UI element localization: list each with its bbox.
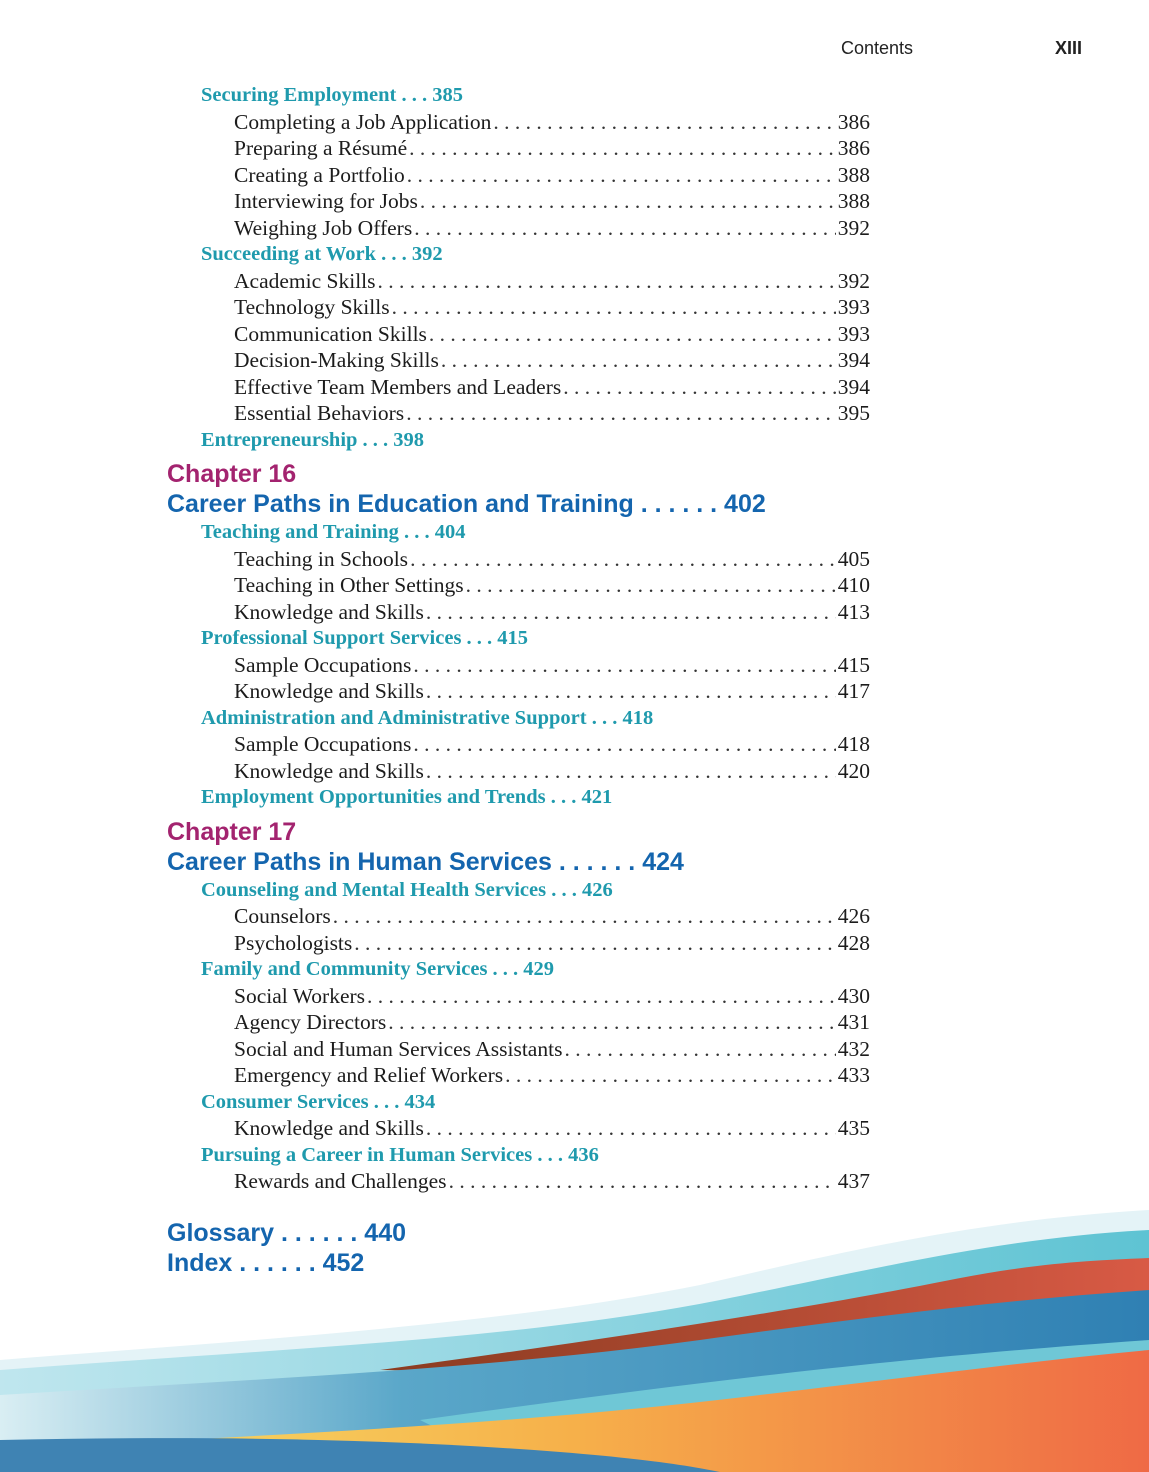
toc-entry-title: Effective Team Members and Leaders: [234, 374, 562, 399]
dot-leader: [426, 758, 836, 785]
dot-leader: [354, 930, 835, 957]
toc-entry-title: Emergency and Relief Workers: [234, 1063, 504, 1087]
dot-leader: [493, 109, 835, 136]
dot-leader: [426, 678, 836, 705]
toc-entry-title: Sample Occupations: [234, 732, 412, 756]
toc-entry[interactable]: [234, 1062, 870, 1089]
dot-leader: [406, 400, 836, 427]
dot-leader: [429, 321, 836, 348]
dot-leader: [441, 347, 836, 374]
toc-entry-page: 393: [837, 295, 870, 319]
toc-entry[interactable]: [234, 983, 870, 1010]
toc-entry[interactable]: [234, 1115, 870, 1142]
toc-entry-page: 386: [837, 136, 870, 160]
toc-entry-title: Agency Directors: [234, 1010, 387, 1034]
toc-entry[interactable]: [234, 268, 870, 295]
toc-entry[interactable]: [234, 135, 870, 162]
toc-entry-title: Psychologists: [234, 930, 353, 955]
toc-entry[interactable]: [234, 546, 870, 573]
toc-entry-page: 392: [837, 215, 870, 240]
toc-entry-page: 415: [837, 652, 870, 677]
toc-entry-title: Preparing a Résumé: [234, 136, 408, 160]
toc-entry[interactable]: [234, 162, 870, 189]
toc-entry-page: 395: [837, 401, 870, 425]
toc-entry[interactable]: [234, 930, 870, 957]
dot-leader: [410, 546, 836, 573]
toc-entry-title: Interviewing for Jobs: [234, 189, 418, 213]
toc-section-heading[interactable]: Pursuing a Career in Human Services . . . 436: [201, 1143, 599, 1166]
toc-entry-page: 388: [837, 162, 870, 187]
toc-section-heading[interactable]: Family and Community Services . . . 429: [201, 958, 555, 980]
toc-section-heading[interactable]: Administration and Administrative Support . . . 418: [201, 706, 654, 729]
dot-leader: [388, 1009, 836, 1036]
toc-entry-title: Teaching in Schools: [234, 546, 409, 571]
toc-entry-title: Completing a Job Application: [234, 109, 492, 134]
dot-leader: [413, 731, 835, 758]
chapter-title[interactable]: Career Paths in Education and Training . . . . . . 402: [167, 490, 766, 518]
toc-entry[interactable]: [234, 1009, 870, 1036]
dot-leader: [564, 1036, 835, 1063]
toc-entry-page: 431: [837, 1010, 870, 1034]
toc-section-heading[interactable]: Employment Opportunities and Trends . . . 421: [201, 786, 613, 808]
dot-leader: [367, 983, 836, 1010]
toc-entry-page: 413: [837, 599, 870, 624]
dot-leader: [505, 1062, 836, 1089]
toc-entry-title: Technology Skills: [234, 295, 390, 319]
toc-entry[interactable]: [234, 215, 870, 242]
toc-entry-page: 418: [837, 732, 870, 756]
dot-leader: [378, 268, 836, 295]
toc-entry-page: 392: [837, 268, 870, 293]
dot-leader: [426, 599, 836, 626]
dot-leader: [426, 1115, 836, 1142]
toc-entry[interactable]: [234, 374, 870, 401]
toc-entry[interactable]: [234, 321, 870, 348]
toc-entry-page: 428: [837, 930, 870, 955]
toc-entry-title: Teaching in Other Settings: [234, 573, 464, 597]
toc-entry-page: 426: [837, 904, 870, 928]
chapter-label: Chapter 17: [167, 817, 297, 846]
dot-leader: [420, 188, 836, 215]
toc-entry-page: 394: [837, 374, 870, 399]
dot-leader: [333, 903, 836, 930]
toc-entry-page: 388: [837, 189, 870, 213]
toc-entry[interactable]: [234, 599, 870, 626]
toc-entry-page: 432: [837, 1036, 870, 1061]
toc-entry[interactable]: [234, 758, 870, 785]
toc-entry-page: 433: [837, 1063, 870, 1087]
running-head-label: Contents: [841, 38, 914, 58]
toc-entry[interactable]: [234, 1036, 870, 1063]
toc-entry-title: Sample Occupations: [234, 652, 412, 677]
page-number: XIII: [1055, 38, 1083, 58]
toc-entry[interactable]: [234, 731, 870, 758]
toc-entry-title: Social Workers: [234, 983, 366, 1008]
toc-entry-title: Academic Skills: [234, 268, 376, 293]
toc-section-heading[interactable]: Consumer Services . . . 434: [201, 1090, 436, 1113]
toc-entry[interactable]: [234, 188, 870, 215]
toc-entry[interactable]: [234, 903, 870, 930]
toc-entry-page: 420: [837, 758, 870, 783]
toc-section-heading[interactable]: Teaching and Training . . . 404: [201, 521, 466, 543]
glossary-link[interactable]: Glossary . . . . . . 440: [167, 1219, 407, 1247]
toc-entry[interactable]: [234, 294, 870, 321]
toc-entry-title: Decision-Making Skills: [234, 348, 439, 372]
table-of-contents: [167, 82, 877, 1195]
toc-entry[interactable]: [234, 400, 870, 427]
toc-entry-title: Knowledge and Skills: [234, 1116, 424, 1140]
toc-entry[interactable]: [234, 652, 870, 679]
toc-entry-page: 393: [837, 321, 870, 346]
dot-leader: [409, 135, 836, 162]
toc-entry-page: 417: [837, 679, 870, 703]
toc-entry-page: 437: [837, 1169, 870, 1193]
toc-entry-title: Essential Behaviors: [234, 401, 405, 425]
toc-entry-page: 410: [837, 573, 870, 597]
decorative-wave-banner: [0, 1190, 1149, 1472]
dot-leader: [413, 652, 835, 679]
toc-entry-title: Knowledge and Skills: [234, 599, 424, 624]
dot-leader: [392, 294, 836, 321]
toc-section-heading[interactable]: Succeeding at Work . . . 392: [201, 243, 443, 265]
toc-entry-title: Communication Skills: [234, 321, 427, 346]
running-head: [0, 38, 1149, 62]
toc-section-heading[interactable]: Counseling and Mental Health Services . . . 426: [201, 878, 613, 901]
toc-entry-title: Rewards and Challenges: [234, 1169, 447, 1193]
dot-leader: [466, 572, 836, 599]
chapter-title[interactable]: Career Paths in Human Services . . . . . . 424: [167, 847, 684, 876]
toc-section-heading[interactable]: Professional Support Services . . . 415: [201, 627, 529, 649]
dot-leader: [414, 215, 836, 242]
index-link[interactable]: Index . . . . . . 452: [167, 1249, 365, 1277]
toc-entry[interactable]: [234, 347, 870, 374]
toc-entry-title: Counselors: [234, 904, 331, 928]
dot-leader: [407, 162, 836, 189]
toc-entry-title: Knowledge and Skills: [234, 679, 424, 703]
chapter-label: Chapter 16: [167, 460, 297, 488]
toc-entry-page: 394: [837, 348, 870, 372]
toc-entry-title: Social and Human Services Assistants: [234, 1036, 563, 1061]
dot-leader: [563, 374, 836, 401]
toc-entry-page: 405: [837, 546, 870, 571]
toc-section-heading[interactable]: Securing Employment . . . 385: [201, 84, 463, 106]
toc-entry-title: Weighing Job Offers: [234, 215, 413, 240]
toc-entry-title: Knowledge and Skills: [234, 758, 424, 783]
toc-entry[interactable]: [234, 572, 870, 599]
toc-entry-page: 386: [837, 109, 870, 134]
toc-entry-page: 430: [837, 983, 870, 1008]
toc-section-heading[interactable]: Entrepreneurship . . . 398: [201, 428, 425, 451]
toc-entry[interactable]: [234, 109, 870, 136]
toc-entry-page: 435: [837, 1116, 870, 1140]
toc-entry-title: Creating a Portfolio: [234, 162, 405, 187]
toc-entry[interactable]: [234, 678, 870, 705]
